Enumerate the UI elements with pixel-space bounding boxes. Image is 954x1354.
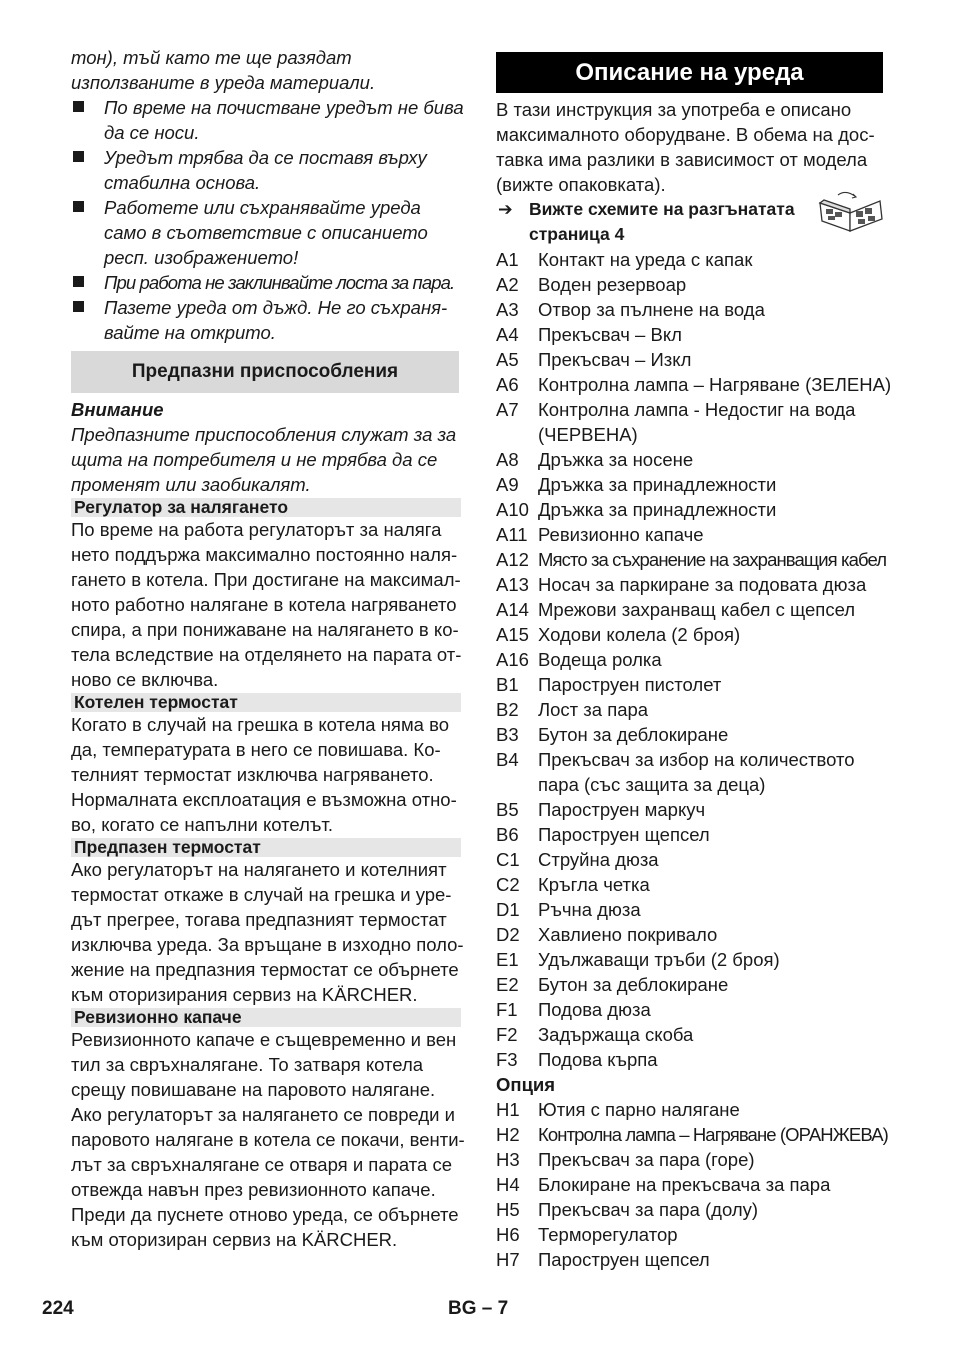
intro-line: тон), тъй като те ще разядат <box>71 47 352 68</box>
body-line: нето поддържа максимално постоянно наля- <box>71 544 458 565</box>
bullet-square-icon <box>73 151 84 162</box>
component-code: A7 <box>496 399 519 420</box>
component-item <box>496 647 886 672</box>
body-line: тавка има разлики в зависимост от модела <box>496 149 868 170</box>
bullet-item <box>71 295 459 345</box>
component-item <box>496 847 886 872</box>
component-code: H4 <box>496 1174 520 1195</box>
language-page-label: BG – 7 <box>448 1298 509 1319</box>
body-line: По време на работа регулаторът за наляга <box>71 519 442 540</box>
component-label: Бутон за деблокиране <box>538 724 729 745</box>
bullet-square-icon <box>73 301 84 312</box>
body-line: ново се включва. <box>71 669 219 690</box>
component-code: B5 <box>496 799 519 820</box>
component-item <box>496 697 886 722</box>
component-code: B6 <box>496 824 519 845</box>
component-code: B2 <box>496 699 519 720</box>
component-code: H7 <box>496 1249 520 1270</box>
body-line: тил за свръхналягане. То затваря котела <box>71 1054 424 1075</box>
body-line: тела вследствие на отделянето на парата от- <box>71 644 462 665</box>
component-label-continued: пара (със защита за деца) <box>538 774 766 795</box>
bullet-line: Пазете уреда от дъжд. Не го съхраня- <box>104 297 448 318</box>
component-item <box>496 247 886 272</box>
component-label: Прекъсвач за избор на количеството <box>538 749 855 770</box>
component-item <box>496 1172 886 1197</box>
body-line: Нормалната експлоатация е възможна отно- <box>71 789 457 810</box>
component-label: Дръжка за принадлежности <box>538 474 777 495</box>
component-label: Блокиране на прекъсвача за пара <box>538 1174 831 1195</box>
body-line: срещу повишаване на паровото налягане. <box>71 1079 436 1100</box>
component-code: A2 <box>496 274 519 295</box>
component-label: Прекъсвач за пара (долу) <box>538 1199 759 1220</box>
body-line: во, когато се напълни котелът. <box>71 814 333 835</box>
body-line: лът за свръхналягане се отваря и парата се <box>71 1154 453 1175</box>
component-item <box>496 997 886 1022</box>
body-line: гането в котела. При достигане на максимал- <box>71 569 461 590</box>
component-item <box>496 1022 886 1047</box>
component-item <box>496 547 886 572</box>
intro-line: използваните в уреда материали. <box>71 72 376 93</box>
component-label: Пароструен маркуч <box>538 799 706 820</box>
component-code: A14 <box>496 599 529 620</box>
component-label: Хавлиено покривало <box>538 924 718 945</box>
component-item <box>496 747 886 797</box>
body-line: към оторизиран сервиз на KÄRCHER. <box>71 1229 398 1250</box>
component-label: Задържаща скоба <box>538 1024 694 1045</box>
component-item <box>496 472 886 497</box>
bullet-square-icon <box>73 201 84 212</box>
component-item <box>496 1197 886 1222</box>
option-label: Опция <box>496 1074 556 1095</box>
component-code: A5 <box>496 349 519 370</box>
component-item <box>496 897 886 922</box>
component-item <box>496 297 886 322</box>
component-item <box>496 597 886 622</box>
body-line: Ревизионното капаче е същевременно и вен <box>71 1029 457 1050</box>
component-label: Ютия с парно налягане <box>538 1099 740 1120</box>
component-label: Мрежови захранващ кабел с щепсел <box>538 599 856 620</box>
component-code: A11 <box>496 524 528 545</box>
body-line: ното работно налягане в котела нагряването <box>71 594 457 615</box>
component-item <box>496 822 886 847</box>
component-label: Носач за паркиране за подовата дюза <box>538 574 867 595</box>
component-label: Ходови колела (2 броя) <box>538 624 741 645</box>
body-line: Когато в случай на грешка в котела няма во <box>71 714 449 735</box>
component-item <box>496 872 886 897</box>
component-label: Дръжка за носене <box>538 449 694 470</box>
body-line: изключва уреда. За връщане в изходно поло- <box>71 934 464 955</box>
arrow-right-icon: ➔ <box>498 199 513 219</box>
component-label: Струйна дюза <box>538 849 659 870</box>
bullet-item <box>71 145 459 195</box>
component-code: C2 <box>496 874 520 895</box>
component-label: Терморегулатор <box>538 1224 678 1245</box>
component-code: A9 <box>496 474 519 495</box>
body-line: телният термостат изключва нагряването. <box>71 764 434 785</box>
open-book-icon <box>816 189 886 233</box>
bullet-square-icon <box>73 276 84 287</box>
subheading-pressure-regulator: Регулатор за налягането <box>71 498 461 517</box>
body-line: към оторизирания сервиз на KÄRCHER. <box>71 984 418 1005</box>
attention-label: Внимание <box>71 399 164 420</box>
body-line: (вижте опаковката). <box>496 174 666 195</box>
body-line: Преди да пуснете отново уреда, се обърнете <box>71 1204 459 1225</box>
component-item <box>496 272 886 297</box>
section-heading-safety: Предпазни приспособления <box>71 351 459 393</box>
body-line: паровото налягане в котела се покачи, венти- <box>71 1129 465 1150</box>
component-code: B4 <box>496 749 519 770</box>
component-code: C1 <box>496 849 520 870</box>
component-label: Контакт на уреда с капак <box>538 249 753 270</box>
component-item <box>496 372 892 397</box>
component-list <box>496 247 892 1072</box>
component-item <box>496 722 886 747</box>
component-code: H5 <box>496 1199 520 1220</box>
component-code: D1 <box>496 899 520 920</box>
component-label: Удължаващи тръби (2 броя) <box>538 949 780 970</box>
attention-line: щита на потребителя и не трябва да се <box>71 449 438 470</box>
component-item <box>496 797 886 822</box>
component-code: E1 <box>496 949 519 970</box>
component-item <box>496 1097 886 1122</box>
component-label: Дръжка за принадлежности <box>538 499 777 520</box>
note-line: страница 4 <box>529 224 625 244</box>
bullet-square-icon <box>73 101 84 112</box>
bullet-item <box>71 95 464 145</box>
body-line: В тази инструкция за употреба е описано <box>496 99 852 120</box>
component-label: Контролна лампа - Недостиг на вода <box>538 399 856 420</box>
component-label: Подова кърпа <box>538 1049 658 1070</box>
component-code: A3 <box>496 299 519 320</box>
component-label: Лост за пара <box>538 699 649 720</box>
component-code: A10 <box>496 499 529 520</box>
body-line: отвежда навън през ревизионното капаче. <box>71 1179 436 1200</box>
component-code: A15 <box>496 624 529 645</box>
component-label: Кръгла четка <box>538 874 650 895</box>
body-line: Ако регулаторът на налягането и котелният <box>71 859 447 880</box>
component-label: Пароструен пистолет <box>538 674 722 695</box>
component-code: H1 <box>496 1099 520 1120</box>
component-item <box>496 622 886 647</box>
component-item <box>496 497 886 522</box>
component-label: Пароструен щепсел <box>538 1249 710 1270</box>
component-code: A4 <box>496 324 519 345</box>
see-diagrams-note <box>496 197 886 247</box>
component-label: Отвор за пълнене на вода <box>538 299 765 320</box>
right-column <box>496 45 892 1272</box>
component-item <box>496 522 886 547</box>
component-code: E2 <box>496 974 519 995</box>
component-label: Контролна лампа – Нагряване (ЗЕЛЕНА) <box>538 374 892 395</box>
component-code: A6 <box>496 374 519 395</box>
left-column <box>71 45 465 1252</box>
component-label: Прекъсвач – Изкл <box>538 349 692 370</box>
component-code: B3 <box>496 724 519 745</box>
bullet-line: Работете или съхранявайте уреда <box>104 197 421 218</box>
component-label: Подова дюза <box>538 999 651 1020</box>
bullet-item <box>71 270 459 295</box>
bullet-line: стабилна основа. <box>104 172 261 193</box>
body-line: спира, а при понижаване на налягането в ко- <box>71 619 459 640</box>
component-item <box>496 1147 886 1172</box>
note-line: Вижте схемите на разгънатата <box>529 199 795 219</box>
component-label-continued: (ЧЕРВЕНА) <box>538 424 638 445</box>
subheading-safety-thermostat: Предпазен термостат <box>71 838 461 857</box>
component-item <box>496 397 886 447</box>
component-code: H3 <box>496 1149 520 1170</box>
component-item <box>496 347 886 372</box>
component-label: Ревизионно капаче <box>538 524 704 545</box>
bullet-line: респ. изображението! <box>104 247 299 268</box>
component-code: H6 <box>496 1224 520 1245</box>
component-label: Воден резервоар <box>538 274 687 295</box>
component-item <box>496 972 886 997</box>
bullet-item <box>71 195 459 270</box>
bullet-line: да се носи. <box>104 122 200 143</box>
component-item <box>496 447 886 472</box>
component-item <box>496 572 886 597</box>
component-label: Прекъсвач за пара (горе) <box>538 1149 755 1170</box>
component-label: Водеща ролка <box>538 649 662 670</box>
component-code: A12 <box>496 549 529 570</box>
component-code: F3 <box>496 1049 518 1070</box>
page-number: 224 <box>42 1298 74 1319</box>
component-item <box>496 1247 886 1272</box>
component-item <box>496 322 886 347</box>
body-line: да, температурата в него се повишава. Ко- <box>71 739 441 760</box>
bullet-line: При работа не заклинвайте лоста за пара. <box>104 272 455 293</box>
component-label: Пароструен щепсел <box>538 824 710 845</box>
component-code: D2 <box>496 924 520 945</box>
body-line: жение на предпазния термостат се обърнете <box>71 959 459 980</box>
component-code: A16 <box>496 649 529 670</box>
component-code: A1 <box>496 249 519 270</box>
component-label: Място за съхранение на захранващия кабел <box>538 549 887 570</box>
body-line: Ако регулаторът за налягането се повреди и <box>71 1104 455 1125</box>
component-label: Ръчна дюза <box>538 899 641 920</box>
bullet-line: По време на почистване уредът не бива <box>104 97 464 118</box>
component-code: H2 <box>496 1124 520 1145</box>
option-component-list <box>496 1097 886 1272</box>
component-code: A8 <box>496 449 519 470</box>
component-label: Бутон за деблокиране <box>538 974 729 995</box>
bullet-line: само в съответствие с описанието <box>104 222 428 243</box>
component-code: F1 <box>496 999 518 1020</box>
component-item <box>496 1047 886 1072</box>
bullet-line: вайте на открито. <box>104 322 276 343</box>
attention-line: променят или заобикалят. <box>71 474 311 495</box>
body-line: максималното оборудване. В обема на дос- <box>496 124 875 145</box>
section-title-device-description: Описание на уреда <box>496 52 883 93</box>
component-code: B1 <box>496 674 519 695</box>
component-code: A13 <box>496 574 529 595</box>
subheading-boiler-thermostat: Котелен термостат <box>71 693 461 712</box>
component-item <box>496 947 886 972</box>
component-label: Прекъсвач – Вкл <box>538 324 682 345</box>
component-item <box>496 922 886 947</box>
component-code: F2 <box>496 1024 518 1045</box>
body-line: термостат откаже в случай на грешка и уре- <box>71 884 452 905</box>
component-item <box>496 1122 886 1147</box>
subheading-inspection-cap: Ревизионно капаче <box>71 1008 461 1027</box>
body-line: дът прегрее, тогава предпазният термостат <box>71 909 447 930</box>
attention-line: Предпазните приспособления служат за за <box>71 424 457 445</box>
component-item <box>496 1222 886 1247</box>
bullet-line: Уредът трябва да се поставя върху <box>104 147 427 168</box>
component-label: Контролна лампа – Нагряване (ОРАНЖЕВА) <box>538 1124 888 1145</box>
component-item <box>496 672 886 697</box>
